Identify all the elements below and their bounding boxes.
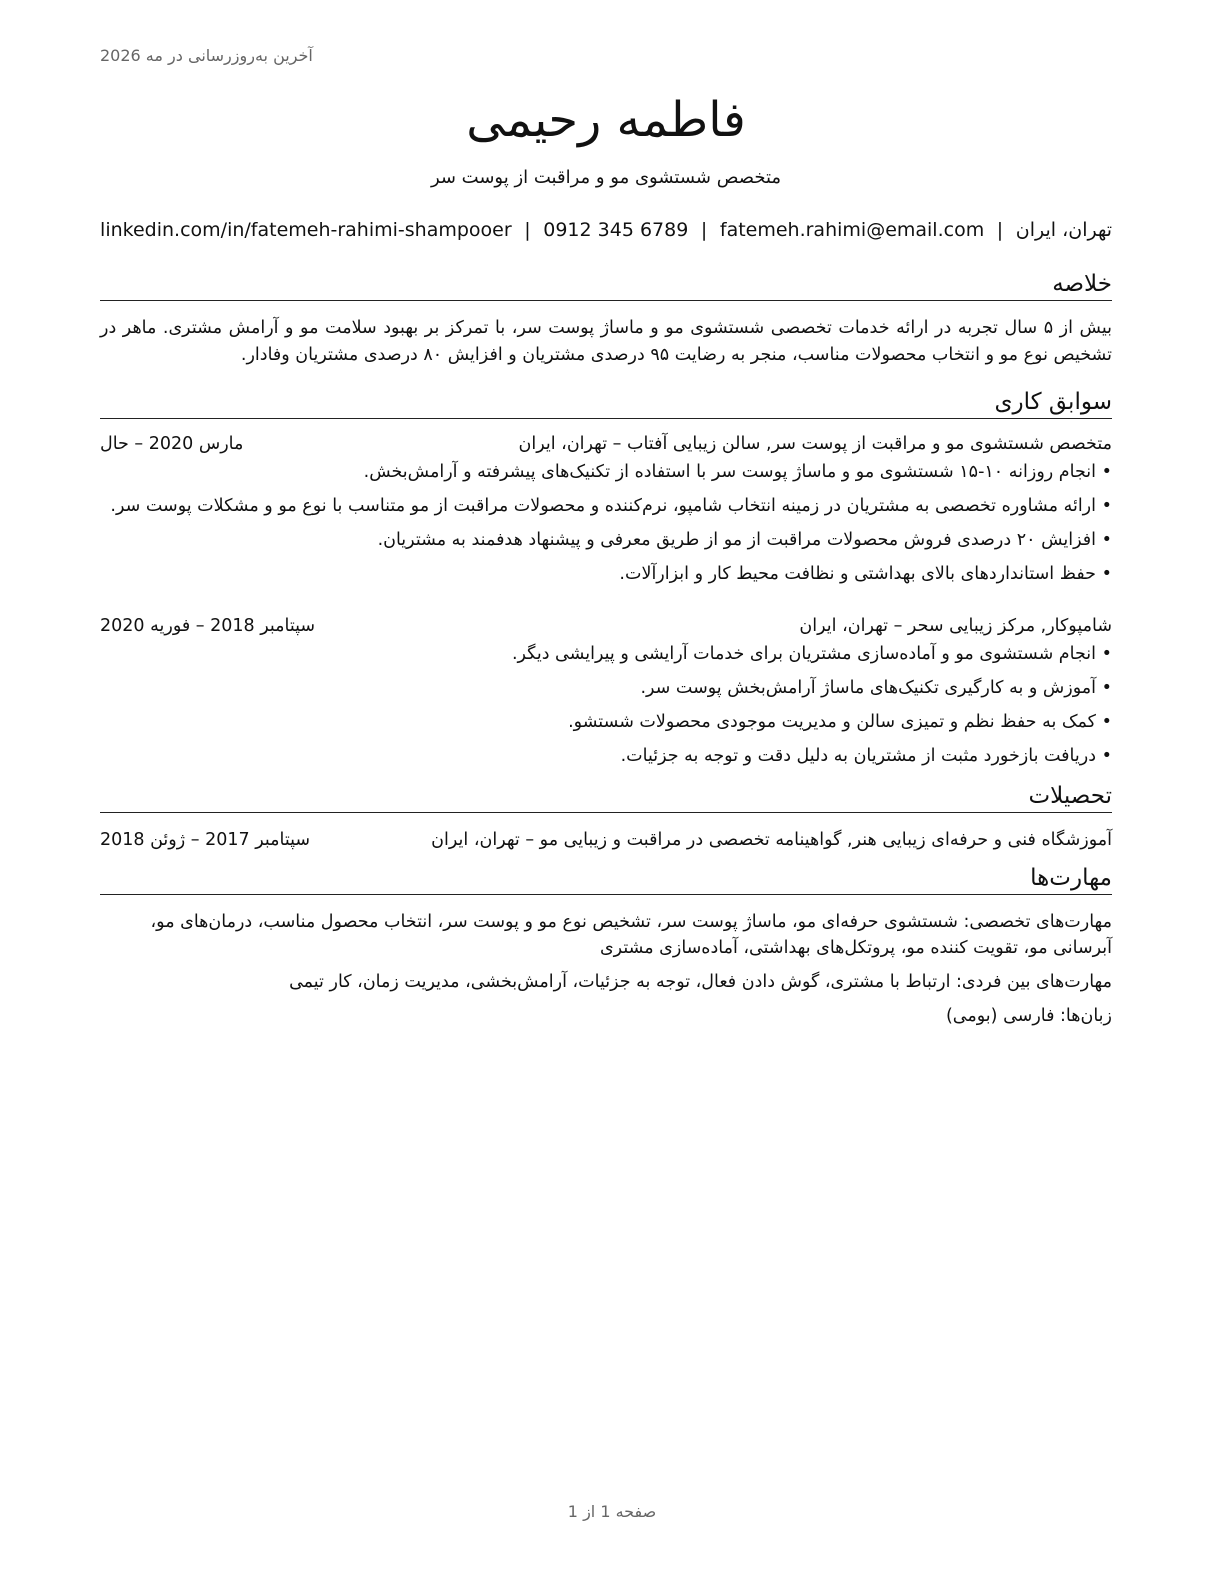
job-bullet: • افزایش ۲۰ درصدی فروش محصولات مراقبت از مو از طریق معرفی و پیشنهاد هدفمند به مشتریان.	[100, 527, 1096, 553]
skills-technical: مهارت‌های تخصصی: شستشوی حرفه‌ای مو، ماساژ پوست سر، تشخیص نوع مو و پوست سر، انتخاب محصول مناسب، درمان‌های مو، آبرسانی مو، تقویت کننده مو، پروتکل‌های بهداشتی، آماده‌سازی مشتری	[150, 912, 1112, 958]
job-title-line: متخصص شستشوی مو و مراقبت از پوست سر, سالن زیبایی آفتاب – تهران، ایران	[518, 434, 1112, 454]
contact-location: تهران، ایران	[1015, 219, 1112, 241]
resume-page	[100, 0, 1112, 1037]
section-title-summary: خلاصه	[100, 269, 1112, 301]
section-title-skills: مهارت‌ها	[100, 863, 1112, 895]
contact-phone[interactable]: 0912 345 6789	[543, 219, 689, 241]
job-bullet: • انجام شستشوی مو و آماده‌سازی مشتریان برای خدمات آرایشی و پیرایشی دیگر.	[100, 641, 1096, 667]
job-entry	[100, 431, 1112, 587]
section-title-education: تحصیلات	[100, 781, 1112, 813]
contact-linkedin[interactable]: linkedin.com/in/fatemeh-rahimi-shampooer	[100, 219, 512, 241]
job-header	[100, 613, 1112, 639]
section-title-experience: سوابق کاری	[100, 387, 1112, 419]
job-bullets	[100, 641, 1112, 769]
last-updated-note: آخرین به‌روزرسانی در مه 2026	[100, 46, 313, 65]
contact-separator: |	[996, 219, 1004, 241]
job-bullets	[100, 459, 1112, 587]
candidate-name: فاطمه رحیمی	[466, 92, 746, 148]
skills-languages: زبان‌ها: فارسی (بومی)	[945, 1006, 1112, 1026]
job-entry	[100, 613, 1112, 769]
contact-separator: |	[524, 219, 531, 241]
job-bullet: • کمک به حفظ نظم و تمیزی سالن و مدیریت موجودی محصولات شستشو.	[100, 709, 1096, 735]
page-number: صفحه 1 از 1	[567, 1502, 657, 1521]
job-dates: سپتامبر 2018 – فوریه 2020	[100, 616, 316, 636]
skills-block	[100, 909, 1112, 1029]
candidate-headline: متخصص شستشوی مو و مراقبت از پوست سر	[430, 167, 782, 188]
job-bullet: • انجام روزانه ۱۰-۱۵ شستشوی مو و ماساژ پوست سر با استفاده از تکنیک‌های پیشرفته و آرامش‌بخش.	[100, 459, 1096, 485]
job-bullet: • حفظ استانداردهای بالای بهداشتی و نظافت محیط کار و ابزارآلات.	[100, 561, 1096, 587]
contact-separator: |	[700, 219, 708, 241]
contact-email[interactable]: fatemeh.rahimi@email.com	[719, 219, 985, 241]
contact-line	[100, 217, 1112, 243]
job-bullet: • آموزش و به کارگیری تکنیک‌های ماساژ آرامش‌بخش پوست سر.	[100, 675, 1096, 701]
job-dates: مارس 2020 – حال	[100, 434, 244, 454]
skills-interpersonal: مهارت‌های بین فردی: ارتباط با مشتری، گوش دادن فعال، توجه به جزئیات، آرامش‌بخشی، مدیریت زمان، کار تیمی	[289, 972, 1112, 992]
job-bullet: • دریافت بازخورد مثبت از مشتریان به دلیل دقت و توجه به جزئیات.	[100, 743, 1096, 769]
education-entry	[100, 827, 1112, 853]
education-dates: سپتامبر 2017 – ژوئن 2018	[100, 830, 311, 850]
job-header	[100, 431, 1112, 457]
job-bullet: • ارائه مشاوره تخصصی به مشتریان در زمینه انتخاب شامپو، نرم‌کننده و محصولات مراقبت از مو متناسب با نوع مو و مشکلات پوست سر.	[100, 493, 1096, 519]
job-title-line: شامپوکار, مرکز زیبایی سحر – تهران، ایران	[799, 616, 1112, 636]
education-line: آموزشگاه فنی و حرفه‌ای زیبایی هنر, گواهینامه تخصصی در مراقبت و زیبایی مو – تهران، ایران	[431, 830, 1112, 850]
summary-text: بیش از ۵ سال تجربه در ارائه خدمات تخصصی شستشوی مو و ماساژ پوست سر، با تمرکز بر بهبود سلامت مو و آرامش مشتری. ماهر در تشخیص نوع مو و انتخاب محصولات مناسب، منجر به رضایت ۹۵ درصدی مشتریان و افزایش ۸۰ درصدی مشتریان وفادار.	[100, 318, 1113, 365]
